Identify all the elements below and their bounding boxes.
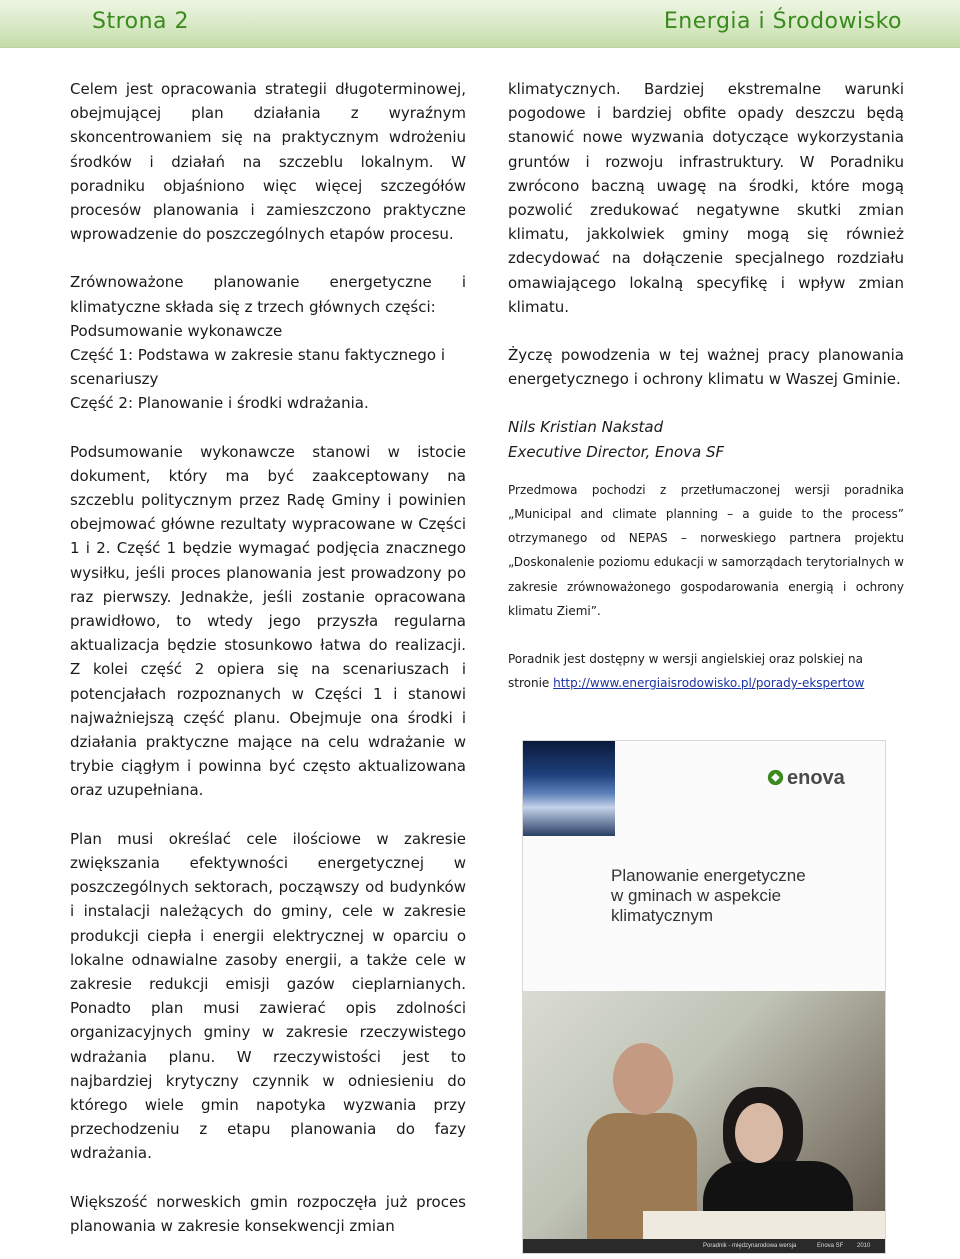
paragraph-climate: klimatycznych. Bardziej ekstremalne warunki pogodowe i bardziej obfite opady deszczu będą stanowić nowe wyzwania dotyczące wykorzystania gruntów i rozwoju infrastruktury. W Poradniku zwrócono baczną uwagę na środki, które mogą pozwolić zredukować negatywne skutki zmian klimatu, jakkolwiek gminy mogą się również zdecydować na dołączenie specjalnego rozdziału omawiającego lokalną specyfikę i wpływ zmian klimatu. (508, 80, 904, 316)
right-column (508, 77, 904, 695)
paragraph-executive-summary: Podsumowanie wykonawcze stanowi w istocie dokument, który ma być zaakceptowany na szczeblu politycznym przez Radę Gminy i powinien obejmować główne rezultaty wypracowane w Części 1 i 2. Część 1 będzie wymagać podjęcia znacznego wysiłku, jeśli proces planowania jest prowadzony po raz pierwszy. Jednakże, jeśli zostanie opracowana prawidłowo, to wtedy jego przyszła regularna aktualizacja będzie stosunkowo łatwa do realizacji. Z kolei część 2 opiera się na scenariuszach i potencjałach rozpoznanych w Części 1 i stanowi najważniejszą część planu. Obejmuje ona środki i działania praktyczne mające na celu wdrażanie w trybie ciągłym i powinna być często aktualizowana oraz uzupełniana. (70, 442, 466, 800)
paragraph-parts-1: Część 1: Podstawa w zakresie stanu faktycznego i scenariuszy (70, 346, 446, 389)
section-title: Energia i Środowisko (663, 9, 902, 34)
left-column (70, 77, 466, 1238)
guide-link[interactable]: http://www.energiaisrodowisko.pl/porady-ekspertow (553, 676, 865, 691)
cover-title: Planowanie energetyczne w gminach w aspekcie klimatycznym (611, 866, 806, 925)
note-translation: Przedmowa pochodzi z przetłumaczonej wersji poradnika „Municipal and climate planning – a guide to the process” otrzymanego od NEPAS – norweskiego partnera projektu „Doskonalenie poziomu edukacji w samorządach terytorialnych w zakresie zrównoważonego gospodarowania energią i ochrony klimatu Ziemi”. (508, 482, 904, 618)
enova-logo-text: enova (787, 767, 845, 789)
signature-name: Nils Kristian Nakstad (508, 418, 664, 437)
note-availability (508, 647, 904, 695)
guide-cover-image (522, 740, 886, 1254)
cover-footer-left: Poradnik - międzynarodowa wersja (703, 1243, 797, 1249)
source-note (508, 478, 904, 696)
page-header (0, 0, 960, 48)
cover-people-photo (523, 991, 885, 1253)
paragraph-norwegian-municipalities: Większość norweskich gmin rozpoczęła już proces planowania w zakresie konsekwencji zmian (70, 1192, 466, 1235)
paragraph-parts-summary: Podsumowanie wykonawcze (70, 321, 283, 340)
winter-landscape-photo (523, 741, 615, 836)
note-availability-text: Poradnik jest dostępny w wersji angielskiej oraz polskiej na stronie (508, 652, 863, 691)
paragraph-plan-targets: Plan musi określać cele ilościowe w zakresie zwiększania efektywności energetycznej w poszczególnych sektorach, począwszy od budynków i instalacji należących do gminy, cele w zakresie produkcji ciepła i energii elektrycznej w oparciu o lokalne odnawialne zasoby energii, a także cele w zakresie redukcji emisji gazów cieplarnianych. Ponadto plan musi zawierać opis zdolności organizacyjnych gminy w zakresie rzeczywistego wdrażania planu. W rzeczywistości jest to najbardziej krytyczny czynnik w odniesieniu do którego wiele gmin napotyka wyzwania przy przechodzeniu z etapu planowania do fazy wdrażania. (70, 829, 466, 1163)
enova-logo-icon (767, 769, 784, 786)
cover-footer (523, 1239, 885, 1253)
paragraph-wishes: Życzę powodzenia w tej ważnej pracy planowania energetycznego i ochrony klimatu w Waszej Gminie. (508, 346, 904, 389)
signature-title: Executive Director, Enova SF (508, 442, 725, 461)
paragraph-parts-intro: Zrównoważone planowanie energetyczne i klimatyczne składa się z trzech głównych części: (70, 273, 466, 316)
cover-footer-right: 2010 (857, 1243, 871, 1249)
page-number: Strona 2 (92, 9, 190, 34)
paragraph-parts-2: Część 2: Planowanie i środki wdrażania. (70, 394, 369, 413)
paragraph-goal: Celem jest opracowania strategii długoterminowej, obejmującej plan działania z wyraźnym skoncentrowaniem się na praktycznym wdrożeniu środków i działań na szczeblu lokalnym. W poradniku objaśniono więc więcej szczegółów procesów planowania i zamieszczono praktyczne wprowadzenie do poszczególnych etapów procesu. (70, 80, 466, 244)
cover-footer-mid: Enova SF (817, 1243, 844, 1249)
